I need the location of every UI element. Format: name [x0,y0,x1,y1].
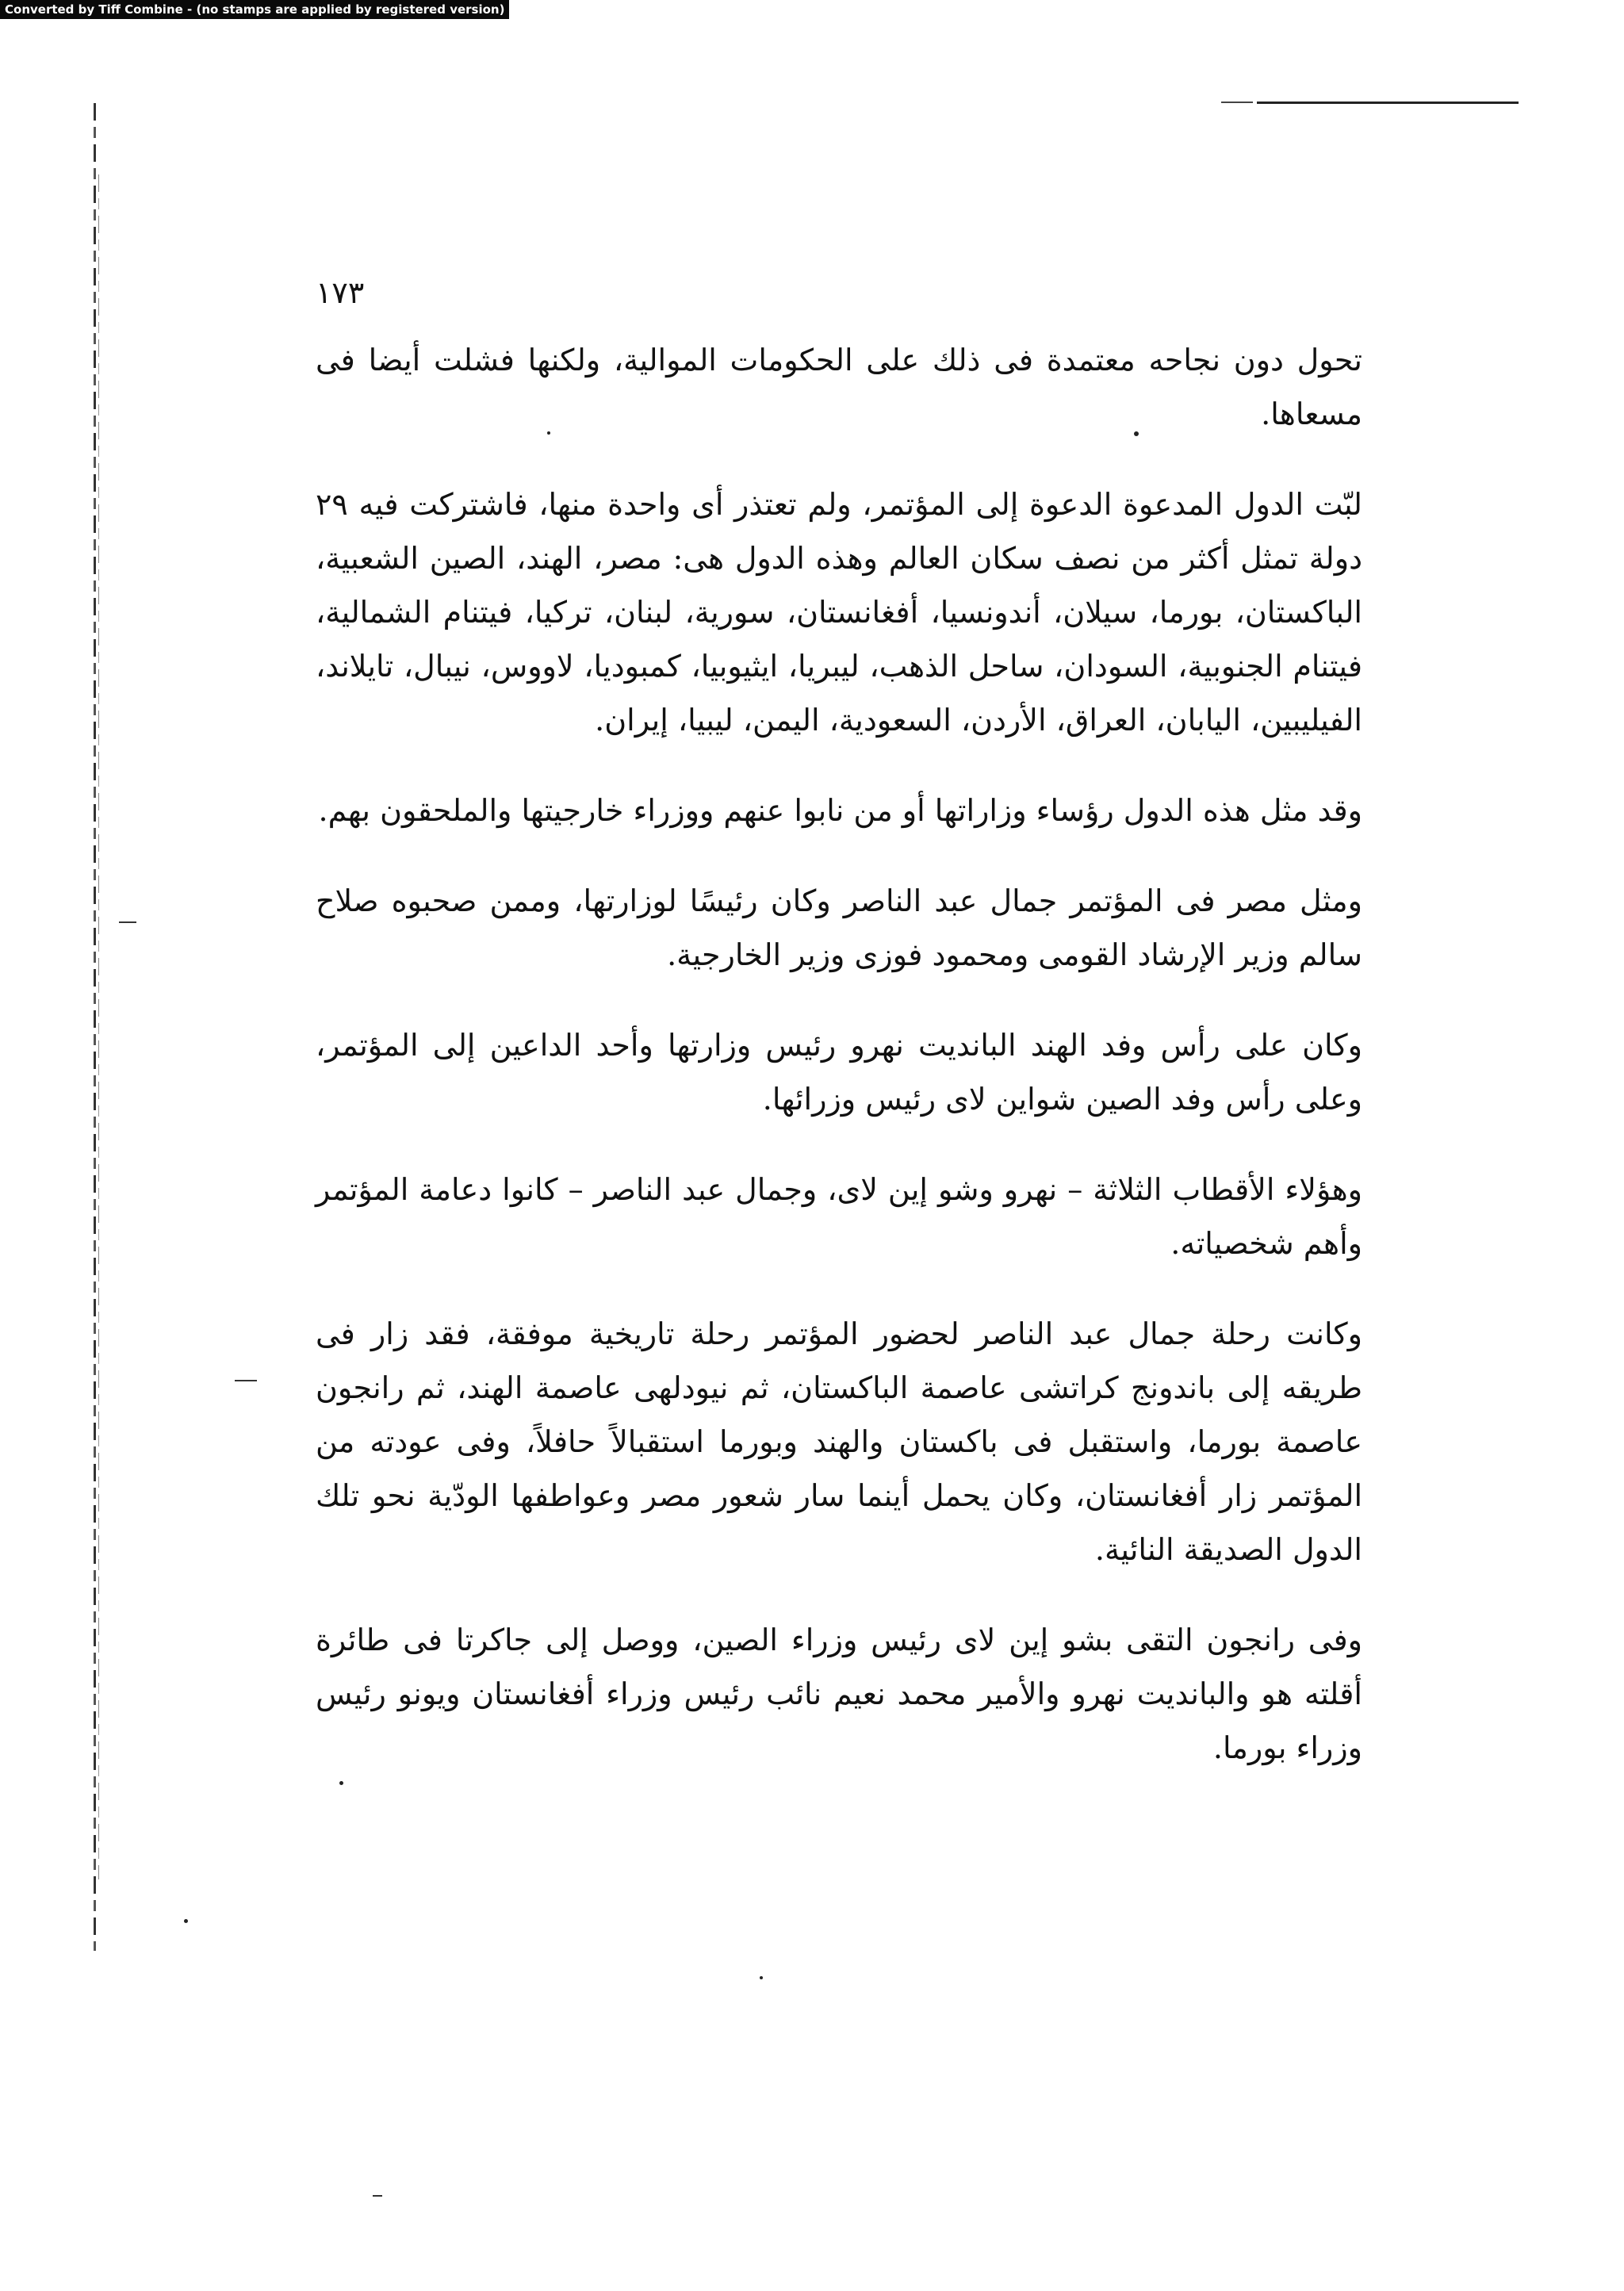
page-number: ١٧٣ [316,275,365,310]
scan-speck [760,1976,763,1979]
converter-banner: Converted by Tiff Combine - (no stamps are applied by registered version) [0,0,509,19]
top-rule-dash [1221,102,1253,103]
body-text [316,333,1362,1811]
margin-tick [373,2195,382,2197]
paragraph: وكان على رأس وفد الهند البانديت نهرو رئيس وزارتها وأحد الداعين إلى المؤتمر، وعلى رأس وفد الصين شواين لاى رئيس وزرائها. [316,1028,1362,1117]
paragraph: وكانت رحلة جمال عبد الناصر لحضور المؤتمر رحلة تاريخية موفقة، فقد زار فى طريقه إلى باندونج كراتشى عاصمة الباكستان، ثم نيودلهى عاصمة الهند، ثم رانجون عاصمة بورما، واستقبل فى باكستان والهند وبورما استقبالاً حافلاً، وفى عودته من المؤتمر زار أفغانستان، وكان يحمل أينما سار شعور مصر وعواطفها الودّية نحو تلك الدول الصديقة النائية. [316,1316,1362,1567]
scan-speck [184,1919,188,1923]
margin-tick [119,921,136,923]
paragraph: لبّت الدول المدعوة الدعوة إلى المؤتمر، ولم تعتذر أى واحدة منها، فاشتركت فيه ٢٩ دولة تمثل أكثر من نصف سكان العالم وهذه الدول هى: مصر، الهند، الصين الشعبية، الباكستان، بورما، سيلان، أندونسيا، أفغانستان، سورية، لبنان، تركيا، فيتنام الشمالية، فيتنام الجنوبية، السودان، ساحل الذهب، ليبريا، ايثيوبيا، كمبوديا، لاووس، نيبال، تايلاند، الفيليبين، اليابان، العراق، الأردن، السعودية، اليمن، ليبيا، إيران. [316,487,1362,737]
margin-tick [235,1380,257,1381]
scan-margin-line [94,103,96,1951]
paragraph: وفى رانجون التقى بشو إين لاى رئيس وزراء الصين، ووصل إلى جاكرتا فى طائرة أقلته هو والبانديت نهرو والأمير محمد نعيم نائب رئيس وزراء أفغانستان ويونو رئيس وزراء بورما. [316,1622,1362,1765]
paragraph: وقد مثل هذه الدول رؤساء وزاراتها أو من نابوا عنهم ووزراء خارجيتها والملحقون بهم. [318,793,1362,828]
paragraph: ومثل مصر فى المؤتمر جمال عبد الناصر وكان رئيسًا لوزارتها، وممن صحبوه صلاح سالم وزير الإرشاد القومى ومحمود فوزى وزير الخارجية. [316,883,1362,972]
paragraph: وهؤلاء الأقطاب الثلاثة – نهرو وشو إين لاى، وجمال عبد الناصر – كانوا دعامة المؤتمر وأهم شخصياته. [316,1172,1362,1261]
top-rule [1257,102,1519,104]
scan-margin-line-secondary [98,174,99,1879]
paragraph: تحول دون نجاحه معتمدة فى ذلك على الحكومات الموالية، ولكنها فشلت أيضا فى مسعاها. [316,343,1362,431]
